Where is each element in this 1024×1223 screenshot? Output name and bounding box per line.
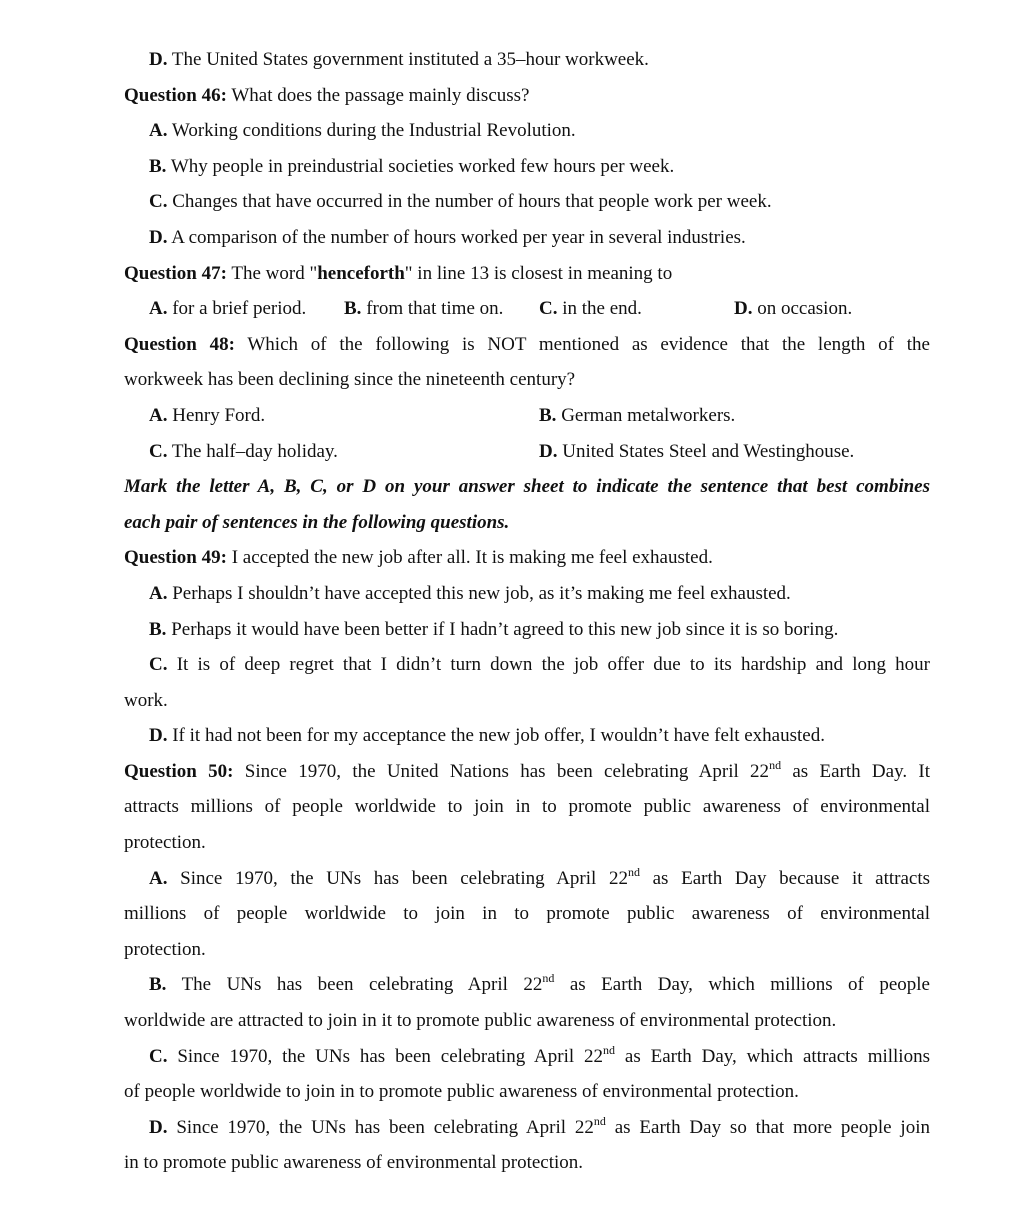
q47-option-b	[344, 293, 539, 329]
q49-stem	[124, 542, 930, 578]
option-text: in the end.	[562, 298, 642, 320]
q47-stem	[124, 258, 930, 294]
option-letter: C.	[149, 191, 168, 213]
q46-option-c	[124, 186, 930, 222]
option-letter: D.	[149, 725, 168, 747]
q50-option-b-line2: worldwide are attracted to join in it to promote public awareness of environmental protection.	[124, 1010, 837, 1032]
option-text-pre: Since 1970, the UNs has been celebrating April 22	[176, 1116, 594, 1138]
question-label: Question 48:	[124, 333, 235, 355]
q48-stem-line2: workweek has been declining since the nineteenth century?	[124, 369, 576, 391]
option-letter: A.	[149, 298, 168, 320]
option-letter: C.	[149, 1045, 168, 1067]
option-letter: B.	[344, 298, 362, 320]
question-keyword: henceforth	[317, 262, 405, 284]
q47-option-c	[539, 293, 734, 329]
option-text: Perhaps I shouldn’t have accepted this new job, as it’s making me feel exhausted.	[172, 582, 791, 604]
question-text-pre: Since 1970, the United Nations has been celebrating April 22	[244, 760, 770, 782]
question-text: What does the passage mainly discuss?	[231, 84, 530, 106]
option-text-pre: The UNs has been celebrating April 22	[181, 974, 543, 996]
option-text: Working conditions during the Industrial Revolution.	[171, 120, 576, 142]
instruction-line2: each pair of sentences in the following questions.	[124, 511, 510, 533]
option-text: for a brief period.	[172, 298, 307, 320]
option-text: United States Steel and Westinghouse.	[562, 440, 855, 462]
q46-option-d	[124, 222, 930, 258]
option-text-post: as Earth Day so that more people join	[614, 1116, 930, 1138]
option-text: If it had not been for my acceptance the new job offer, I wouldn’t have felt exhausted.	[172, 725, 825, 747]
option-letter: D.	[734, 298, 753, 320]
q48-option-a	[149, 400, 539, 436]
ordinal-suffix: nd	[769, 757, 782, 772]
q50-option-a-line2: millions of people worldwide to join in to promote public awareness of environmental	[124, 903, 930, 925]
question-text-post: " in line 13 is closest in meaning to	[404, 262, 673, 284]
q49-option-d	[124, 720, 930, 756]
q50-option-d-line1	[124, 1112, 930, 1148]
exam-page	[124, 44, 930, 1183]
option-text-pre: Since 1970, the UNs has been celebrating April 22	[177, 1045, 604, 1067]
question-text-pre: The word "	[231, 262, 318, 284]
option-letter: B.	[149, 618, 167, 640]
option-letter: B.	[539, 404, 557, 426]
option-text-post: as Earth Day, which attracts millions	[624, 1045, 930, 1067]
q46-stem	[124, 80, 930, 116]
q50-option-a-line3: protection.	[124, 938, 206, 960]
option-text: from that time on.	[366, 298, 504, 320]
q50-option-b-line1	[124, 969, 930, 1005]
q50-option-a-line1	[124, 863, 930, 899]
q50-stem-line3: protection.	[124, 832, 206, 854]
ordinal-suffix: nd	[603, 1042, 616, 1057]
q46-option-a	[124, 115, 930, 151]
question-label: Question 50:	[124, 760, 234, 782]
option-letter: D.	[149, 49, 168, 70]
q48-options-row1	[124, 400, 930, 436]
option-text: German metalworkers.	[561, 404, 736, 426]
instruction-line1: Mark the letter A, B, C, or D on your answer sheet to indicate the sentence that best combines	[124, 476, 930, 498]
question-label: Question 47:	[124, 262, 227, 284]
option-text: The United States government instituted a 35–hour workweek.	[171, 49, 649, 70]
question-text: Which of the following is NOT mentioned as evidence that the length of the	[247, 333, 930, 355]
q50-option-c-line2: of people worldwide to join in to promote public awareness of environmental protection.	[124, 1081, 799, 1103]
ordinal-suffix: nd	[627, 864, 640, 879]
option-letter: D.	[149, 1116, 168, 1138]
option-text: Changes that have occurred in the number of hours that people work per week.	[172, 191, 772, 213]
option-text: Perhaps it would have been better if I hadn’t agreed to this new job since it is so boring.	[171, 618, 839, 640]
option-letter: A.	[149, 404, 168, 426]
q50-option-d-line2: in to promote public awareness of environmental protection.	[124, 1152, 584, 1174]
q50-stem-line1	[124, 756, 930, 792]
q49-option-a	[124, 578, 930, 614]
option-letter: D.	[149, 226, 168, 248]
q47-option-a	[149, 293, 344, 329]
q49-option-c	[124, 649, 930, 685]
ordinal-suffix: nd	[593, 1113, 606, 1128]
option-text-pre: Since 1970, the UNs has been celebrating April 22	[180, 867, 628, 889]
q48-stem-line1	[124, 329, 930, 365]
option-text: A comparison of the number of hours worked per year in several industries.	[171, 226, 746, 248]
q47-option-d	[734, 293, 852, 329]
q48-option-b	[539, 400, 735, 436]
option-letter: A.	[149, 582, 168, 604]
option-letter: C.	[149, 654, 168, 676]
option-letter: A.	[149, 867, 168, 889]
q48-option-d	[539, 436, 854, 472]
option-text-post: as Earth Day because it attracts	[652, 867, 931, 889]
q47-options	[124, 293, 930, 329]
q49-option-c-cont: work.	[124, 689, 168, 711]
option-letter: B.	[149, 155, 167, 177]
q48-option-c	[149, 436, 539, 472]
option-text-post: as Earth Day, which millions of people	[569, 974, 930, 996]
q50-stem-line2: attracts millions of people worldwide to join in to promote public awareness of environmental	[124, 796, 930, 818]
option-text: The half–day holiday.	[171, 440, 338, 462]
question-label: Question 49:	[124, 547, 227, 569]
option-letter: C.	[149, 440, 168, 462]
option-letter: D.	[539, 440, 558, 462]
option-text: on occasion.	[757, 298, 853, 320]
q50-option-c-line1	[124, 1041, 930, 1077]
q46-option-b	[124, 151, 930, 187]
option-letter: A.	[149, 120, 168, 142]
option-letter: C.	[539, 298, 558, 320]
question-text: I accepted the new job after all. It is making me feel exhausted.	[231, 547, 713, 569]
q45-option-d	[124, 44, 930, 80]
option-text: Why people in preindustrial societies worked few hours per week.	[170, 155, 675, 177]
question-label: Question 46:	[124, 84, 227, 106]
question-text-post: as Earth Day. It	[792, 760, 930, 782]
option-letter: B.	[149, 974, 167, 996]
option-text: Henry Ford.	[172, 404, 266, 426]
option-text: It is of deep regret that I didn’t turn down the job offer due to its hardship and long hour	[176, 654, 931, 676]
ordinal-suffix: nd	[542, 971, 555, 986]
q48-options-row2	[124, 436, 930, 472]
q49-option-b	[124, 614, 930, 650]
